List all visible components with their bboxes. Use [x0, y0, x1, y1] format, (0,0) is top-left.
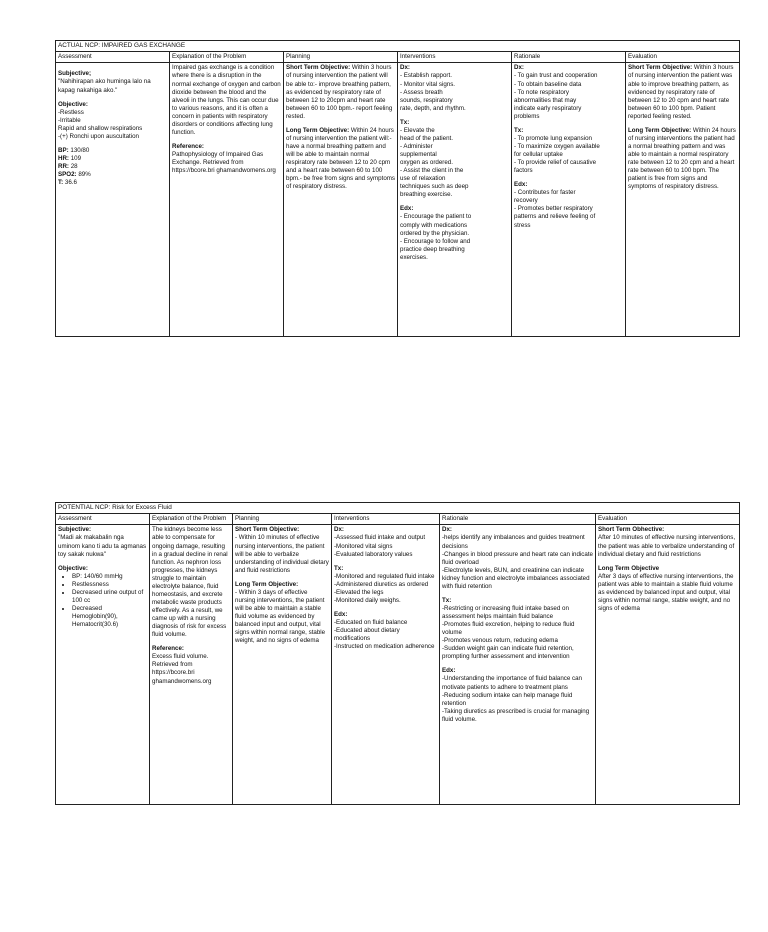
header-evaluation: Evaluation: [626, 52, 740, 63]
tx-label: Tx:: [400, 118, 410, 126]
vital-label: RR:: [58, 163, 69, 171]
edx-label: Edx:: [400, 205, 414, 213]
reference-label: Reference:: [172, 142, 204, 150]
edx-label: Edx:: [514, 181, 528, 189]
header-explanation: Explanation of the Problem: [150, 514, 233, 525]
header-interventions: Interventions: [332, 514, 440, 525]
short-term-label: Short Term Objective:: [235, 526, 300, 534]
objective-label: Objective:: [58, 564, 88, 572]
vital-label: BP:: [58, 146, 69, 154]
table-title: POTENTIAL NCP: Risk for Excess Fluid: [56, 503, 740, 514]
header-planning: Planning: [284, 52, 398, 63]
long-term-label: Long Term Objective:: [628, 126, 692, 134]
planning-cell: [284, 63, 398, 337]
objective-list: [58, 573, 147, 629]
explanation-cell: [150, 525, 233, 805]
edx-text: - Encourage the patient to comply with medications ordered by the physician. - Encourage to follow and practice deep breathing exercises.: [400, 213, 472, 261]
long-term-text: - Within 3 days of effective nursing interventions, the patient will be able to maintain a stable fluid volume as evidenced by balanced input and output, vital signs within normal range, stable weight, and no signs of edema: [235, 588, 326, 645]
vital-label: SPO2:: [58, 171, 77, 179]
long-term-text: Within 24 hours of nursing interventions the patient had a normal breathing pattern and was able to maintain a normal respiratory rate between 12 to 20 cpm and a heart rate between 60 to 100 bpm. The patient is free from signs and symptoms of respiratory distress.: [628, 126, 736, 191]
vital-value: 109: [70, 154, 82, 162]
subjective-text: "Nahihirapan ako huminga lalo na kapag nakahiga ako.": [58, 78, 151, 94]
interventions-cell: [398, 63, 512, 337]
vital-temp: [58, 179, 167, 187]
long-term-label: Long Term Objective: [598, 564, 660, 572]
edx-text: - Contributes for faster recovery - Promotes better respiratory patterns and relieve feeling of stress: [514, 189, 596, 229]
reference-text: Pathophysiology of Impaired Gas Exchange. Retrieved from https://bcore.bri ghamandwomens.org: [172, 151, 276, 175]
dx-text: - To gain trust and cooperation - To obtain baseline data - To note respiratory abnormalities that may indicate early respiratory problems: [514, 72, 598, 120]
short-term-text: After 10 minutes of effective nursing interventions, the patient was able to verbalize understanding of individual dietary and fluid restrictions: [598, 534, 736, 558]
subjective-label: Subjective;: [58, 70, 92, 78]
ncp-table-risk-excess-fluid: [55, 502, 740, 805]
reference-text: Excess fluid volume. Retrieved from https://bcore.bri ghamandwomens.org: [152, 653, 212, 685]
short-term-text: Within 3 hours of nursing intervention the patient will be able to:- improve breathing pattern, as evidenced by respiratory rate of between 12 to 20cpm and heart rate between 60 to 100 bpm.- report feeling rested.: [286, 64, 393, 120]
list-item: • BP: 140/60 mmHg: [72, 573, 147, 581]
subjective-label: Subjective:: [58, 526, 92, 534]
tx-text: - Elevate the head of the patient. - Administer supplemental oxygen as ordered. - Assist the client in the use of relaxation techniques such as deep breathing exercise.: [400, 126, 469, 199]
header-rationale: Rationale: [512, 52, 626, 63]
dx-text: - Establish rapport. - Monitor vital signs. - Assess breath sounds, respiratory rate, depth, and rhythm.: [400, 72, 466, 112]
long-term-evaluation: [628, 127, 737, 192]
dx-label: Dx:: [514, 64, 524, 72]
header-rationale: Rationale: [440, 514, 596, 525]
rationale-cell: [440, 525, 596, 805]
list-item: • Restlessness: [72, 581, 147, 589]
objective-label: Objective:: [58, 100, 88, 108]
assessment-cell: [56, 525, 150, 805]
planning-cell: [233, 525, 332, 805]
header-explanation: Explanation of the Problem: [170, 52, 284, 63]
vital-value: 28: [70, 163, 78, 171]
vital-label: T:: [58, 179, 64, 187]
header-assessment: Assessment: [56, 514, 150, 525]
dx-text: -Assessed fluid intake and output -Monitored vital signs -Evaluated laboratory values: [334, 534, 426, 558]
short-term-evaluation: [628, 64, 737, 120]
dx-label: Dx:: [400, 64, 410, 72]
explanation-text: Impaired gas exchange is a condition where there is a disruption in the normal exchange of oxygen and carbon dioxide between the blood and the alveoli in the lungs. This can occur due to various reasons, and it is often a concern in patients with respiratory disorders or conditions affecting lung function.: [172, 64, 281, 136]
short-term-label: Short Term Obhective:: [598, 526, 665, 534]
header-interventions: Interventions: [398, 52, 512, 63]
dx-label: Dx:: [442, 526, 452, 534]
short-term-label: Short Term Objective:: [628, 64, 693, 72]
header-assessment: Assessment: [56, 52, 170, 63]
list-item: • Decreased Hemoglobin(90), Hematocrit(30.6): [72, 605, 147, 629]
short-term-label: Short Term Objective:: [286, 64, 351, 72]
interventions-cell: [332, 525, 440, 805]
vital-value: 89%: [78, 171, 91, 179]
short-term-text: Within 3 hours of nursing intervention the patient was able to improve breathing pattern, as evidenced by respiratory rate of between 12 to 20 cpm and heart rate between 60 to 100 bpm. Patient reported feeling rested.: [628, 64, 734, 120]
vital-spo2: [58, 171, 167, 179]
tx-label: Tx:: [442, 596, 452, 604]
header-planning: Planning: [233, 514, 332, 525]
vital-rr: [58, 163, 167, 171]
evaluation-cell: [626, 63, 740, 337]
explanation-cell: [170, 63, 284, 337]
reference-label: Reference:: [152, 645, 184, 653]
tx-label: Tx:: [514, 126, 524, 134]
edx-text: -Understanding the importance of fluid balance can motivate patients to adhere to treatment plans -Reducing sodium intake can help manage fluid retention -Taking diuretics as prescribed is crucial for managing fluid volume.: [442, 675, 590, 723]
list-item: • Decreased urine output of 100 cc: [72, 589, 147, 605]
table-title: ACTUAL NCP: IMPAIRED GAS EXCHANGE: [56, 41, 740, 52]
rationale-cell: [512, 63, 626, 337]
tx-text: -Monitored and regulated fluid intake -Administered diuretics as ordered -Elevated the legs -Monitored daily weighs.: [334, 572, 435, 604]
short-term-text: - Within 10 minutes of effective nursing interventions, the patient will be able to verbalize understanding of individual dietary and fluid restrictions: [235, 534, 329, 574]
long-term-text: Within 24 hours of nursing intervention the patient will:- have a normal breathing pattern and will be able to maintain normal respiratory rate between 12 to 20 cpm and a heart rate between 60 to 100 bpm.- be free from signs and symptoms of respiratory distress.: [286, 126, 396, 191]
dx-text: -helps identify any imbalances and guides treatment decisions -Changes in blood pressure and heart rate can indicate fluid overload -Electrolyte levels, BUN, and creatinine can indicate kidney function and electrolyte imbalances associated with fluid retention: [442, 534, 594, 590]
vital-hr: [58, 155, 167, 163]
vital-label: HR:: [58, 154, 69, 162]
objective-text: -Restless -Irritable Rapid and shallow respirations -(+) Ronchi upon auscultation: [58, 108, 143, 140]
subjective-text: "Madi ak makabalin nga uminom kano ti adu ta agmanas toy sakak nukwa": [58, 534, 147, 558]
vital-value: 36.6: [64, 179, 77, 187]
edx-label: Edx:: [334, 610, 348, 618]
edx-text: -Educated on fluid balance -Educated about dietary modifications -Instructed on medication adherence: [334, 619, 435, 651]
tx-label: Tx:: [334, 564, 344, 572]
ncp-table-impaired-gas-exchange: [55, 40, 740, 337]
long-term-label: Long Term Objective:: [286, 126, 350, 134]
tx-text: -Restricting or increasing fluid intake based on assessment helps maintain fluid balance -Promotes fluid excretion, helping to reduce fluid volume -Promotes venous return, reducing edema -Sudden weight gain can indicate fluid retention, prompting further assessment and intervention: [442, 604, 575, 661]
explanation-text: The kidneys become less able to compensate for ongoing damage, resulting in a gradual decline in renal function. As nephron loss progresses, the kidneys struggle to maintain electrolyte balance, fluid homeostasis, and excrete metabolic waste products effectively. As a result, we came up with a nursing diagnosis of risk for excess fluid volume.: [152, 526, 228, 639]
vital-value: 130/80: [70, 146, 90, 154]
evaluation-cell: [596, 525, 740, 805]
long-term-objective: [286, 127, 395, 192]
long-term-text: After 3 days of effective nursing interventions, the patient was able to maintain a stable fluid volume as evidenced by balanced input and output, vital signs within normal range, stable weight, and no signs of edema: [598, 572, 734, 612]
assessment-cell: [56, 63, 170, 337]
edx-label: Edx:: [442, 667, 456, 675]
tx-text: - To promote lung expansion - To maximize oxygen available for cellular uptake - To provide relief of causative factors: [514, 134, 600, 175]
short-term-objective: [286, 64, 395, 120]
long-term-label: Long Term Objective:: [235, 580, 299, 588]
vital-bp: [58, 147, 167, 155]
header-evaluation: Evaluation: [596, 514, 740, 525]
dx-label: Dx:: [334, 526, 344, 534]
